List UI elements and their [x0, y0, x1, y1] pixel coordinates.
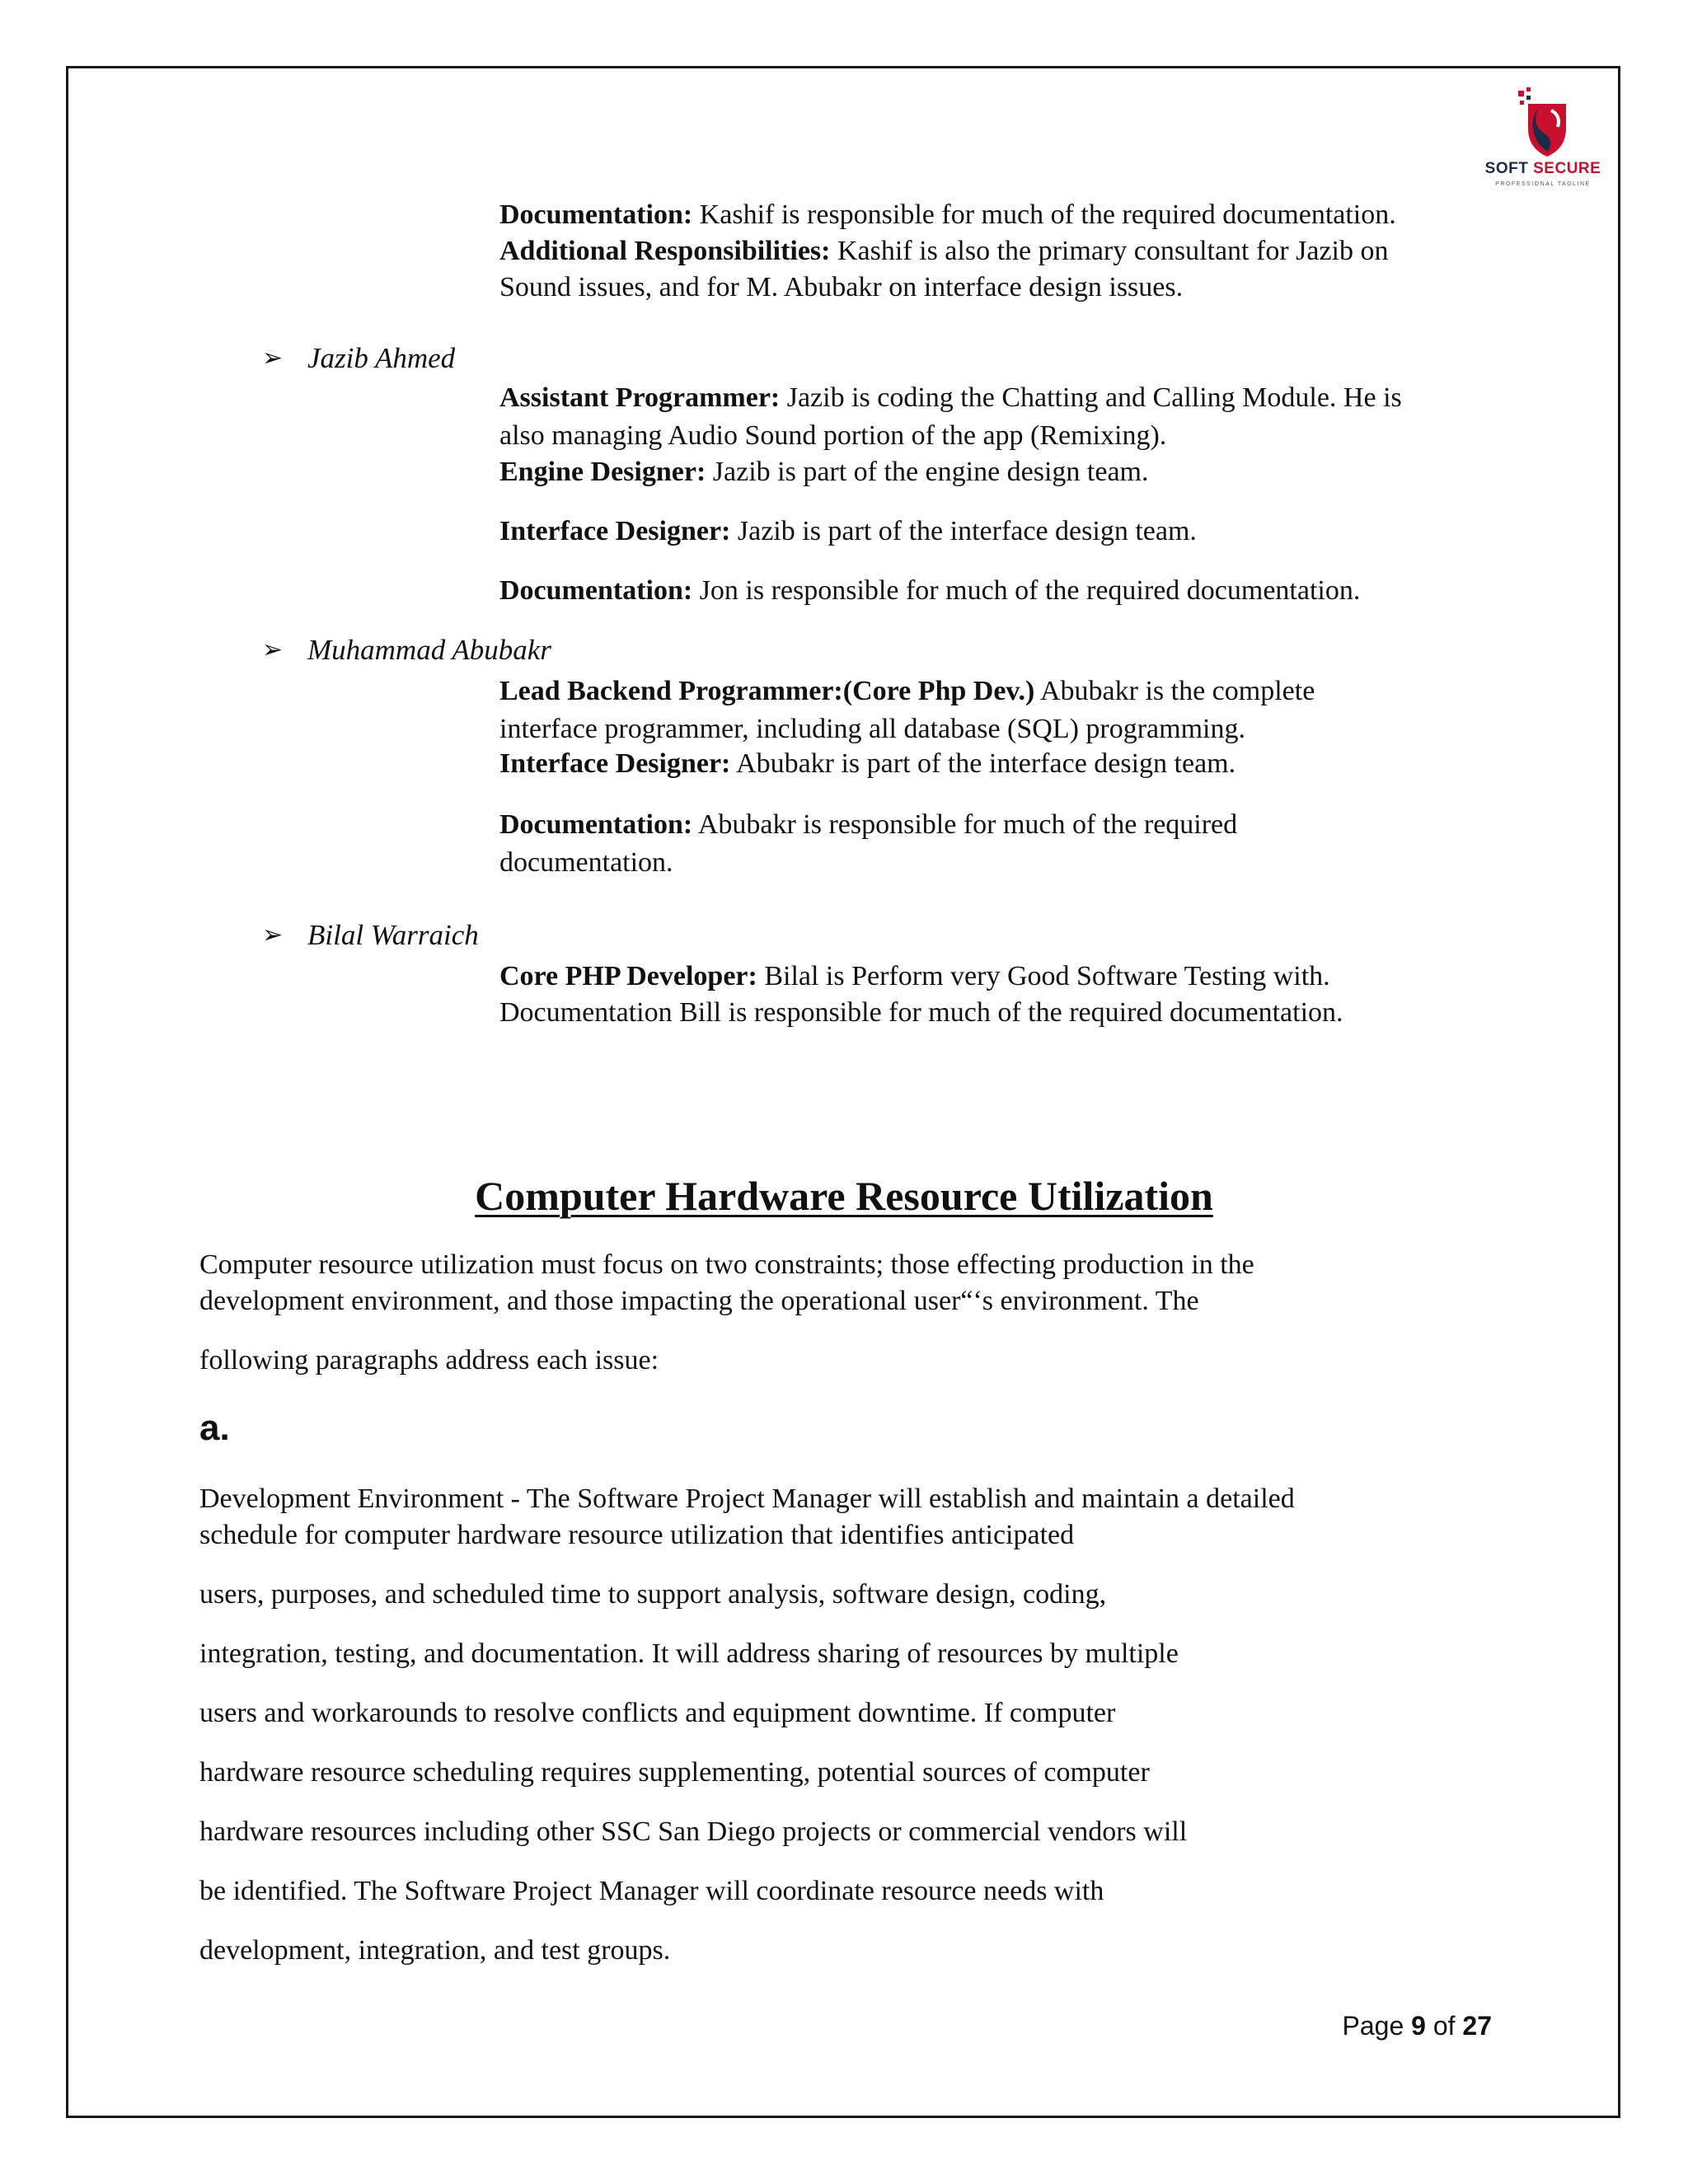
- abubakr-interface-text: Abubakr is part of the interface design team.: [730, 748, 1236, 779]
- para-line-4: integration, testing, and documentation. It will address sharing of resources by multiple: [199, 1638, 1179, 1669]
- jazib-documentation-text: Jon is responsible for much of the required documentation.: [692, 575, 1361, 606]
- kashif-additional-text-1: Kashif is also the primary consultant for Jazib on: [830, 236, 1389, 266]
- jazib-interface-text: Jazib is part of the interface design team.: [730, 516, 1197, 546]
- kashif-documentation-label: Documentation:: [499, 199, 693, 230]
- logo-wordmark: [1469, 160, 1617, 178]
- para-line-5: users and workarounds to resolve conflicts and equipment downtime. If computer: [199, 1698, 1116, 1728]
- page-number: 9: [1411, 2011, 1426, 2041]
- section-title: Computer Hardware Resource Utilization: [475, 1173, 1213, 1219]
- abubakr-documentation-label: Documentation:: [499, 809, 693, 840]
- jazib-assistant-label: Assistant Programmer:: [499, 382, 781, 413]
- abubakr-interface-line: [499, 747, 1236, 781]
- jazib-interface-line: [499, 514, 1197, 549]
- bilal-core-text: Bilal is Perform very Good Software Testing with.: [757, 961, 1330, 991]
- member-name-abubakr: Muhammad Abubakr: [307, 634, 551, 666]
- shield-logo-icon: [1469, 86, 1617, 160]
- page-total: 27: [1462, 2011, 1492, 2041]
- bilal-documentation-text: Documentation Bill is responsible for much of the required documentation.: [499, 997, 1343, 1028]
- jazib-assistant-line: [499, 381, 1402, 415]
- kashif-documentation-text: Kashif is responsible for much of the required documentation.: [692, 199, 1396, 230]
- bilal-core-label: Core PHP Developer:: [499, 961, 757, 991]
- para-line-6: hardware resource scheduling requires supplementing, potential sources of computer: [199, 1757, 1150, 1788]
- jazib-engine-label: Engine Designer:: [499, 457, 706, 487]
- intro-line-3: following paragraphs address each issue:: [199, 1345, 659, 1376]
- page-footer: [1343, 2011, 1492, 2041]
- abubakr-lead-text-1: Abubakr is the complete: [1034, 676, 1315, 706]
- abubakr-lead-line: [499, 674, 1315, 709]
- logo-secure-text: SECURE: [1533, 160, 1601, 177]
- of-word: of: [1432, 2011, 1456, 2041]
- para-line-1: Development Environment - The Software Project Manager will establish and maintain a detailed: [199, 1483, 1295, 1514]
- abubakr-documentation-text-1: Abubakr is responsible for much of the required: [692, 809, 1238, 840]
- jazib-documentation-line: [499, 574, 1360, 608]
- para-line-8: be identified. The Software Project Manager will coordinate resource needs with: [199, 1876, 1104, 1906]
- kashif-additional-line: [499, 234, 1389, 269]
- sub-heading-a: a.: [199, 1408, 230, 1448]
- abubakr-documentation-text-2: documentation.: [499, 847, 673, 878]
- para-line-7: hardware resources including other SSC San Diego projects or commercial vendors will: [199, 1816, 1188, 1847]
- page-border: [66, 66, 1620, 2118]
- jazib-engine-line: [499, 455, 1149, 490]
- logo-tagline: PROFESSIONAL TAGLINE: [1495, 181, 1591, 187]
- abubakr-lead-text-2: interface programmer, including all database (SQL) programming.: [499, 714, 1245, 744]
- member-name-bilal: Bilal Warraich: [307, 919, 479, 951]
- para-line-9: development, integration, and test groups.: [199, 1935, 671, 1966]
- para-line-3: users, purposes, and scheduled time to support analysis, software design, coding,: [199, 1579, 1107, 1610]
- kashif-documentation-line: [499, 198, 1396, 232]
- kashif-additional-label: Additional Responsibilities:: [499, 236, 831, 266]
- jazib-engine-text: Jazib is part of the engine design team.: [706, 457, 1149, 487]
- abubakr-interface-label: Interface Designer:: [499, 748, 731, 779]
- jazib-assistant-text-2: also managing Audio Sound portion of the app (Remixing).: [499, 420, 1167, 451]
- jazib-documentation-label: Documentation:: [499, 575, 693, 606]
- abubakr-documentation-line: [499, 808, 1237, 842]
- jazib-interface-label: Interface Designer:: [499, 516, 731, 546]
- soft-secure-logo: [1469, 86, 1617, 193]
- bullet-arrow-icon: ➢: [262, 635, 284, 664]
- bullet-arrow-icon: ➢: [262, 921, 284, 949]
- bullet-arrow-icon: ➢: [262, 344, 284, 373]
- intro-line-2: development environment, and those impacting the operational user“‘s environment. The: [199, 1286, 1199, 1316]
- intro-line-1: Computer resource utilization must focus on two constraints; those effecting production in the: [199, 1249, 1254, 1280]
- jazib-assistant-text-1: Jazib is coding the Chatting and Calling Module. He is: [780, 382, 1402, 413]
- abubakr-lead-label: Lead Backend Programmer:(Core Php Dev.): [499, 676, 1035, 706]
- bilal-core-line: [499, 959, 1330, 994]
- kashif-additional-text-2: Sound issues, and for M. Abubakr on interface design issues.: [499, 272, 1184, 302]
- page-word: Page: [1342, 2011, 1404, 2041]
- logo-soft-text: SOFT: [1484, 160, 1529, 177]
- member-name-jazib: Jazib Ahmed: [307, 342, 456, 374]
- para-line-2: schedule for computer hardware resource utilization that identifies anticipated: [199, 1520, 1075, 1550]
